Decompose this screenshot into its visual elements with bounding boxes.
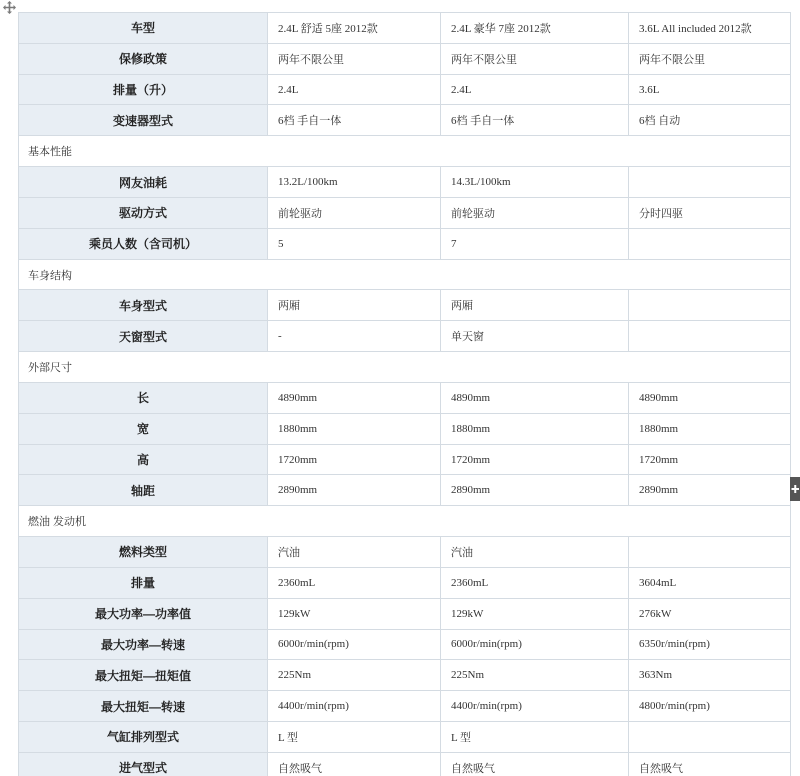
row-body-type xyxy=(19,290,791,321)
spec-value: 129kW xyxy=(441,599,629,629)
row-intake-type xyxy=(19,753,791,776)
spec-value: 363Nm xyxy=(629,660,791,690)
move-icon[interactable] xyxy=(1,0,18,15)
row-max-power xyxy=(19,599,791,630)
spec-value: 2.4L xyxy=(441,75,629,105)
spec-value: 4800r/min(rpm) xyxy=(629,691,791,721)
spec-value: 分时四驱 xyxy=(629,198,791,228)
spec-label: 排量（升） xyxy=(19,75,268,105)
row-cylinder-layout xyxy=(19,722,791,753)
spec-value: - xyxy=(268,321,441,351)
spec-value xyxy=(629,537,791,567)
spec-label: 气缸排列型式 xyxy=(19,722,268,752)
spec-label: 保修政策 xyxy=(19,44,268,74)
row-max-torque xyxy=(19,660,791,691)
row-fuel-type xyxy=(19,537,791,568)
spec-label: 最大扭矩—转速 xyxy=(19,691,268,721)
spec-value xyxy=(629,722,791,752)
row-displacement-liters xyxy=(19,75,791,106)
spec-value: 4890mm xyxy=(268,383,441,413)
model-label: 车型 xyxy=(19,13,268,43)
spec-value: 6档 手自一体 xyxy=(268,105,441,135)
spec-value: 13.2L/100km xyxy=(268,167,441,197)
spec-value xyxy=(629,229,791,259)
spec-label: 天窗型式 xyxy=(19,321,268,351)
section-body-structure: 车身结构 xyxy=(19,260,791,291)
spec-label: 宽 xyxy=(19,414,268,444)
spec-value: 汽油 xyxy=(441,537,629,567)
spec-label: 乘员人数（含司机） xyxy=(19,229,268,259)
spec-value: 两年不限公里 xyxy=(441,44,629,74)
row-transmission xyxy=(19,105,791,136)
spec-value: 汽油 xyxy=(268,537,441,567)
spec-label: 高 xyxy=(19,445,268,475)
spec-value: 6000r/min(rpm) xyxy=(441,630,629,660)
section-exterior-dimensions: 外部尺寸 xyxy=(19,352,791,383)
spec-label: 变速器型式 xyxy=(19,105,268,135)
row-seating xyxy=(19,229,791,260)
spec-label: 最大功率—功率值 xyxy=(19,599,268,629)
spec-value: 129kW xyxy=(268,599,441,629)
row-model xyxy=(19,13,791,44)
spec-value: 1720mm xyxy=(629,445,791,475)
spec-label: 进气型式 xyxy=(19,753,268,776)
spec-value: 自然吸气 xyxy=(441,753,629,776)
model-name: 2.4L 舒适 5座 2012款 xyxy=(268,13,441,43)
spec-value: 3.6L xyxy=(629,75,791,105)
spec-label: 最大扭矩—扭矩值 xyxy=(19,660,268,690)
spec-value: 276kW xyxy=(629,599,791,629)
row-max-power-rpm xyxy=(19,630,791,661)
spec-value: 6000r/min(rpm) xyxy=(268,630,441,660)
row-sunroof xyxy=(19,321,791,352)
spec-label: 燃料类型 xyxy=(19,537,268,567)
spec-value xyxy=(629,167,791,197)
spec-value: 2890mm xyxy=(268,475,441,505)
spec-table-viewport[interactable] xyxy=(18,12,791,776)
spec-value: 2360mL xyxy=(441,568,629,598)
spec-value: 单天窗 xyxy=(441,321,629,351)
spec-value: 3604mL xyxy=(629,568,791,598)
row-length xyxy=(19,383,791,414)
spec-label: 长 xyxy=(19,383,268,413)
spec-value: 前轮驱动 xyxy=(441,198,629,228)
spec-table xyxy=(18,12,791,776)
spec-value: 6档 自动 xyxy=(629,105,791,135)
row-fuel-consumption xyxy=(19,167,791,198)
spec-value: 两厢 xyxy=(268,290,441,320)
spec-value xyxy=(629,321,791,351)
spec-value: 2890mm xyxy=(629,475,791,505)
row-drive-type xyxy=(19,198,791,229)
spec-value: 4400r/min(rpm) xyxy=(441,691,629,721)
spec-value: 4890mm xyxy=(629,383,791,413)
spec-label: 网友油耗 xyxy=(19,167,268,197)
spec-value: 6350r/min(rpm) xyxy=(629,630,791,660)
section-fuel-engine: 燃油 发动机 xyxy=(19,506,791,537)
spec-value: 5 xyxy=(268,229,441,259)
spec-value: 自然吸气 xyxy=(629,753,791,776)
row-max-torque-rpm xyxy=(19,691,791,722)
spec-value: 1880mm xyxy=(629,414,791,444)
spec-value: 1880mm xyxy=(441,414,629,444)
spec-value xyxy=(629,290,791,320)
row-height xyxy=(19,445,791,476)
model-name: 2.4L 豪华 7座 2012款 xyxy=(441,13,629,43)
spec-value: 两年不限公里 xyxy=(268,44,441,74)
spec-value: 两年不限公里 xyxy=(629,44,791,74)
spec-value: 14.3L/100km xyxy=(441,167,629,197)
spec-value: 前轮驱动 xyxy=(268,198,441,228)
spec-value: 自然吸气 xyxy=(268,753,441,776)
row-wheelbase xyxy=(19,475,791,506)
spec-value: 2360mL xyxy=(268,568,441,598)
spec-value: 2.4L xyxy=(268,75,441,105)
row-width xyxy=(19,414,791,445)
spec-value: L 型 xyxy=(268,722,441,752)
spec-label: 排量 xyxy=(19,568,268,598)
spec-label: 轴距 xyxy=(19,475,268,505)
row-warranty xyxy=(19,44,791,75)
spec-value: 1720mm xyxy=(441,445,629,475)
spec-value: 225Nm xyxy=(268,660,441,690)
spec-value: 两厢 xyxy=(441,290,629,320)
spec-value: 7 xyxy=(441,229,629,259)
spec-label: 驱动方式 xyxy=(19,198,268,228)
model-name: 3.6L All included 2012款 xyxy=(629,13,791,43)
row-displacement xyxy=(19,568,791,599)
spec-value: 6档 手自一体 xyxy=(441,105,629,135)
spec-value: 225Nm xyxy=(441,660,629,690)
spec-value: 4890mm xyxy=(441,383,629,413)
section-basic-performance: 基本性能 xyxy=(19,136,791,167)
spec-value: L 型 xyxy=(441,722,629,752)
spec-label: 车身型式 xyxy=(19,290,268,320)
spec-value: 1720mm xyxy=(268,445,441,475)
plus-icon xyxy=(790,477,800,501)
spec-value: 1880mm xyxy=(268,414,441,444)
spec-value: 4400r/min(rpm) xyxy=(268,691,441,721)
spec-value: 2890mm xyxy=(441,475,629,505)
spec-label: 最大功率—转速 xyxy=(19,630,268,660)
expand-button[interactable] xyxy=(790,477,800,501)
